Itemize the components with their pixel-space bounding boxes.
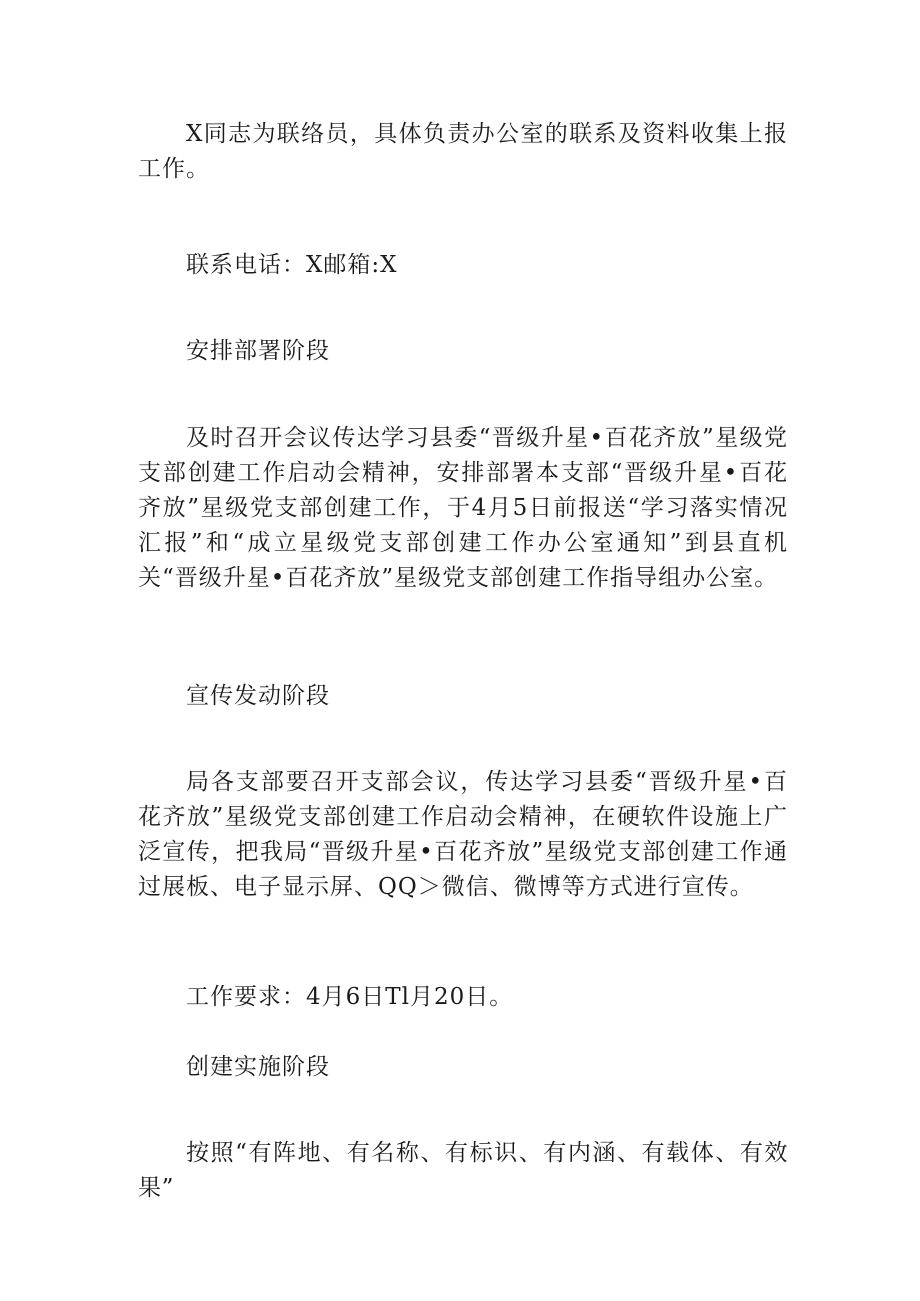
paragraph-deployment: 及时召开会议传达学习县委“晋级升星•百花齐放”星级党支部创建工作启动会精神，安排部署本支部“晋级升星•百花齐放”星级党支部创建工作，于4月5日前报送“学习落实情况汇报”和“成立星级党支部创建工作办公室通知”到县直机关“晋级升星•百花齐放”星级党支部创建工作指导组办公室。	[138, 425, 788, 591]
paragraph-implementation: 按照“有阵地、有名称、有标识、有内涵、有载体、有效果”	[138, 1140, 788, 1201]
heading-implementation-stage: 创建实施阶段	[186, 1054, 330, 1080]
paragraph-publicity: 局各支部要召开支部会议，传达学习县委“晋级升星•百花齐放”星级党支部创建工作启动会精神，在硬软件设施上广泛宣传，把我局“晋级升星•百花齐放”星级党支部创建工作通过展板、电子显示屏、QQ＞微信、微博等方式进行宣传。	[138, 769, 788, 900]
heading-publicity-stage: 宣传发动阶段	[186, 683, 330, 709]
paragraph-requirements: 工作要求：4月6日Tl月20日。	[186, 984, 514, 1010]
paragraph-liaison: X同志为联络员，具体负责办公室的联系及资料收集上报工作。	[138, 121, 788, 182]
paragraph-contact: 联系电话：X邮箱:X	[186, 252, 398, 278]
heading-deployment-stage: 安排部署阶段	[186, 338, 330, 364]
